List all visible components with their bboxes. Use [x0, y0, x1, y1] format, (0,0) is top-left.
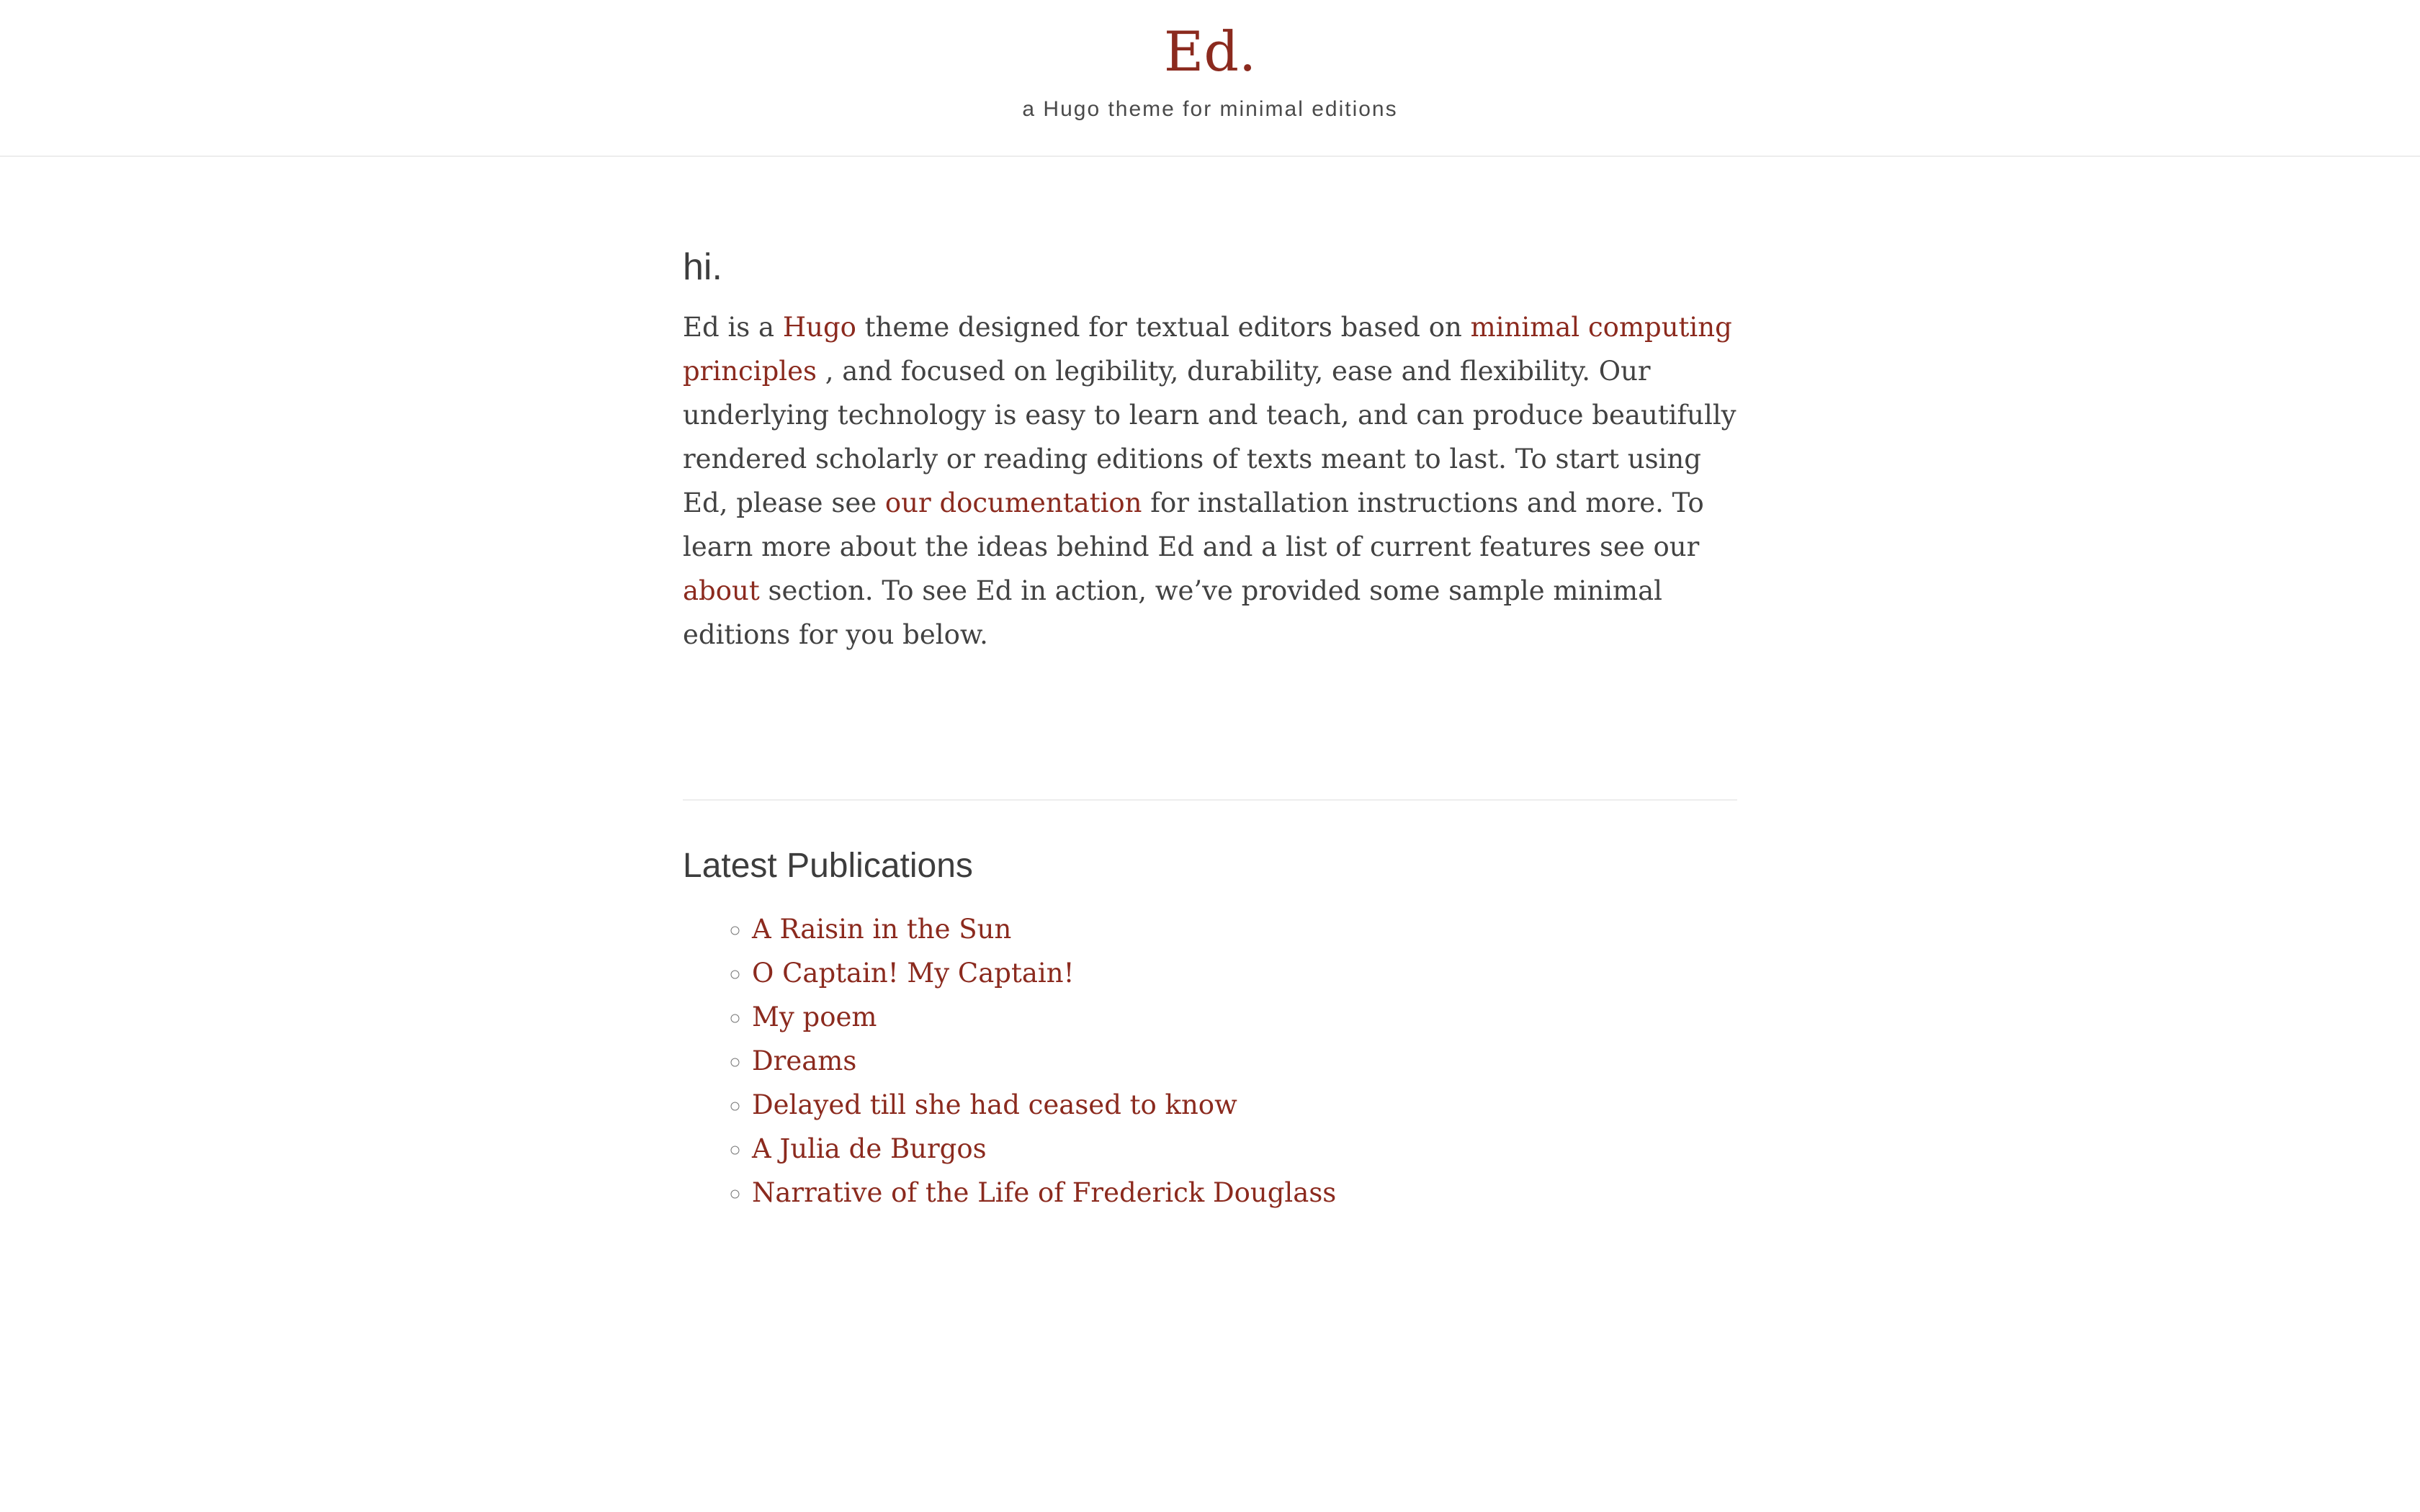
content	[683, 245, 1737, 1215]
intro-link[interactable]: about	[683, 575, 760, 606]
publication-link[interactable]: My poem	[752, 1001, 877, 1032]
intro-section	[683, 245, 1737, 657]
publication-item	[752, 1083, 1737, 1127]
publication-link[interactable]: Narrative of the Life of Frederick Douglass	[752, 1176, 1337, 1208]
publication-item	[752, 1127, 1737, 1171]
publication-link[interactable]: A Julia de Burgos	[752, 1133, 987, 1164]
publications-section	[683, 845, 1737, 1215]
publication-item	[752, 907, 1737, 951]
publication-link[interactable]: O Captain! My Captain!	[752, 957, 1075, 989]
menu-button[interactable]	[50, 36, 79, 60]
intro-link[interactable]: minimal computing principles	[683, 311, 1732, 387]
intro-text: , and focused on legibility, durability, ease and flexibility. Our underlying technology is easy to learn and teach, and can produce beautifully rendered scholarly or reading editions of texts meant to last. To start using Ed, please see	[683, 355, 1736, 518]
site-title[interactable]: Ed.	[1163, 19, 1257, 84]
intro-text: theme designed for textual editors based on	[856, 311, 1471, 343]
publication-item	[752, 995, 1737, 1039]
publication-item	[752, 1171, 1737, 1215]
publication-item	[752, 951, 1737, 995]
intro-text: Ed is a	[683, 311, 783, 343]
publication-item	[752, 1039, 1737, 1083]
publications-heading: Latest Publications	[683, 846, 973, 885]
publication-link[interactable]: A Raisin in the Sun	[752, 913, 1012, 945]
intro-paragraph	[683, 305, 1737, 657]
site-header	[0, 0, 2420, 157]
intro-link[interactable]: our documentation	[884, 487, 1142, 518]
publication-link[interactable]: Dreams	[752, 1045, 857, 1076]
section-divider	[683, 799, 1737, 801]
intro-text: for installation instructions and more. To learn more about the ideas behind Ed and a list of current features see our	[683, 487, 1704, 562]
publications-list	[683, 907, 1737, 1215]
site-subtitle: a Hugo theme for minimal editions	[1022, 96, 1398, 121]
intro-text: section. To see Ed in action, we’ve provided some sample minimal editions for you below.	[683, 575, 1662, 650]
publication-link[interactable]: Delayed till she had ceased to know	[752, 1089, 1237, 1120]
page-title: hi.	[683, 246, 722, 288]
intro-link[interactable]: Hugo	[782, 311, 856, 343]
